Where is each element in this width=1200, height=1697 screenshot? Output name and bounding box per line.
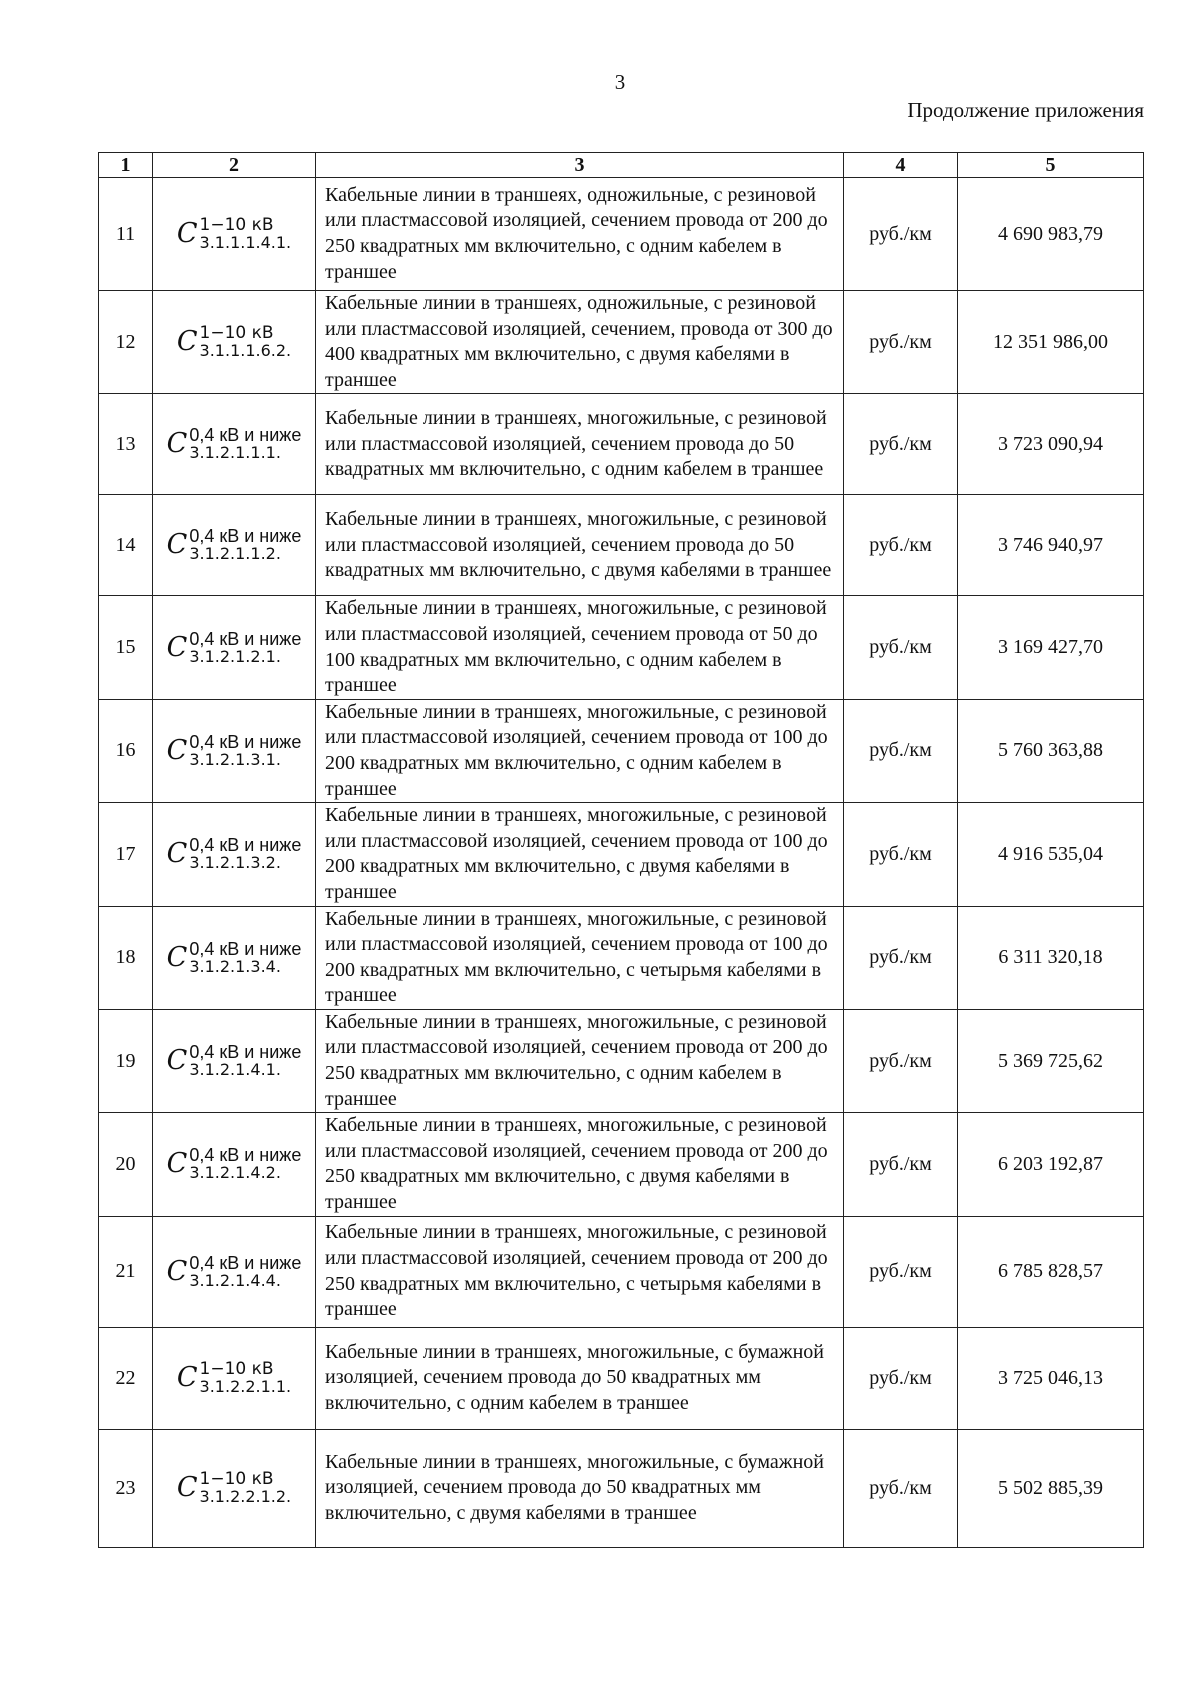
rate-indices — [200, 1471, 292, 1505]
rate-formula — [177, 325, 291, 359]
unit: руб./км — [844, 178, 958, 291]
line-description: Кабельные линии в траншеях, многожильные, с резиновой или пластмассовой изоляцией, сечением провода от 200 до 250 квадратных мм включительно, с четырьмя кабелями в траншее — [316, 1216, 844, 1327]
rate-indices — [200, 325, 292, 359]
column-header: 3 — [316, 153, 844, 178]
table-row — [99, 1429, 1144, 1547]
line-description: Кабельные линии в траншеях, многожильные, с резиновой или пластмассовой изоляцией, сечением провода до 50 квадратных мм включительно, с двумя кабелями в траншее — [316, 495, 844, 596]
voltage-class: 1−10 кВ — [199, 323, 274, 344]
rate-formula — [166, 938, 302, 976]
column-header: 4 — [844, 153, 958, 178]
rate-value: 5 369 725,62 — [958, 1009, 1144, 1112]
table-row — [99, 596, 1144, 699]
rate-indices — [189, 427, 301, 461]
row-number: 22 — [99, 1327, 153, 1429]
rate-indices — [189, 1044, 301, 1078]
rate-index: 3.1.1.1.6.2. — [199, 341, 292, 361]
row-number: 13 — [99, 394, 153, 495]
rate-code — [153, 1429, 316, 1547]
rate-symbol: C — [166, 529, 188, 561]
unit: руб./км — [844, 1327, 958, 1429]
rate-symbol: C — [166, 1148, 188, 1180]
rate-symbol: C — [166, 734, 188, 766]
rate-indices — [189, 837, 301, 871]
unit: руб./км — [844, 1216, 958, 1327]
rate-value: 6 311 320,18 — [958, 906, 1144, 1009]
table-row — [99, 394, 1144, 495]
rate-code — [153, 906, 316, 1009]
rate-value: 3 725 046,13 — [958, 1327, 1144, 1429]
row-number: 19 — [99, 1009, 153, 1112]
voltage-class: 0,4 кВ и ниже — [189, 1145, 302, 1166]
rate-formula — [166, 731, 302, 769]
rate-indices — [189, 938, 302, 976]
row-number: 18 — [99, 906, 153, 1009]
row-number: 12 — [99, 291, 153, 394]
rate-code — [153, 1113, 316, 1216]
voltage-class: 0,4 кВ и ниже — [189, 1252, 302, 1273]
column-header: 2 — [153, 153, 316, 178]
table-row — [99, 178, 1144, 291]
rate-code — [153, 495, 316, 596]
table-row — [99, 1327, 1144, 1429]
voltage-class: 0,4 кВ и ниже — [189, 731, 302, 752]
line-description: Кабельные линии в траншеях, многожильные, с резиновой или пластмассовой изоляцией, сечением провода от 50 до 100 квадратных мм включительно, с одним кабелем в траншее — [316, 596, 844, 699]
tariff-table — [98, 152, 1144, 1548]
page-number: 3 — [614, 70, 626, 94]
line-description: Кабельные линии в траншеях, многожильные, с бумажной изоляцией, сечением провода до 50 квадратных мм включительно, с двумя кабелями в траншее — [316, 1429, 844, 1547]
rate-code — [153, 699, 316, 802]
unit: руб./км — [844, 596, 958, 699]
table-row — [99, 1216, 1144, 1327]
line-description: Кабельные линии в траншеях, одножильные, с резиновой или пластмассовой изоляцией, сечением провода от 200 до 250 квадратных мм включительно, с одним кабелем в траншее — [316, 178, 844, 291]
rate-index: 3.1.2.1.4.1. — [189, 1060, 281, 1080]
table-body — [99, 178, 1144, 1548]
rate-indices — [189, 731, 302, 769]
rate-value: 3 723 090,94 — [958, 394, 1144, 495]
voltage-class: 1−10 кВ — [199, 1469, 274, 1490]
rate-value: 5 502 885,39 — [958, 1429, 1144, 1547]
row-number: 17 — [99, 803, 153, 906]
rate-symbol: C — [166, 838, 188, 870]
unit: руб./км — [844, 906, 958, 1009]
rate-indices — [189, 1147, 301, 1181]
column-header: 5 — [958, 153, 1144, 178]
rate-symbol: C — [166, 941, 188, 973]
rate-value: 6 785 828,57 — [958, 1216, 1144, 1327]
rate-code — [153, 803, 316, 906]
rate-indices — [189, 1252, 302, 1290]
row-number: 15 — [99, 596, 153, 699]
rate-formula — [177, 1471, 291, 1505]
voltage-class: 1−10 кВ — [199, 215, 274, 235]
rate-symbol: C — [166, 1045, 188, 1077]
rate-code — [153, 291, 316, 394]
rate-code — [153, 1009, 316, 1112]
unit: руб./км — [844, 803, 958, 906]
row-number: 14 — [99, 495, 153, 596]
row-number: 23 — [99, 1429, 153, 1547]
rate-code — [153, 178, 316, 291]
unit: руб./км — [844, 495, 958, 596]
table-row — [99, 803, 1144, 906]
rate-value: 4 916 535,04 — [958, 803, 1144, 906]
rate-index: 3.1.2.1.3.4. — [189, 956, 281, 976]
rate-index: 3.1.2.1.4.4. — [189, 1270, 281, 1290]
voltage-class: 0,4 кВ и ниже — [189, 628, 302, 649]
rate-index: 3.1.2.1.1.1. — [189, 443, 281, 463]
voltage-class: 0,4 кВ и ниже — [189, 938, 302, 959]
table-row — [99, 699, 1144, 802]
rate-code — [153, 1327, 316, 1429]
rate-value: 6 203 192,87 — [958, 1113, 1144, 1216]
row-number: 20 — [99, 1113, 153, 1216]
voltage-class: 1−10 кВ — [199, 1359, 274, 1380]
rate-value: 3 746 940,97 — [958, 495, 1144, 596]
line-description: Кабельные линии в траншеях, многожильные, с резиновой или пластмассовой изоляцией, сечением провода до 50 квадратных мм включительно, с одним кабелем в траншее — [316, 394, 844, 495]
rate-value: 5 760 363,88 — [958, 699, 1144, 802]
line-description: Кабельные линии в траншеях, многожильные, с резиновой или пластмассовой изоляцией, сечением провода от 200 до 250 квадратных мм включительно, с двумя кабелями в траншее — [316, 1113, 844, 1216]
unit: руб./км — [844, 699, 958, 802]
rate-code — [153, 1216, 316, 1327]
unit: руб./км — [844, 394, 958, 495]
rate-index: 3.1.2.1.3.2. — [189, 853, 281, 873]
rate-symbol: C — [166, 1255, 188, 1287]
rate-index: 3.1.1.1.4.1. — [199, 233, 292, 252]
table-row — [99, 495, 1144, 596]
rate-formula — [166, 628, 302, 666]
line-description: Кабельные линии в траншеях, многожильные, с бумажной изоляцией, сечением провода до 50 квадратных мм включительно, с одним кабелем в траншее — [316, 1327, 844, 1429]
rate-formula — [167, 837, 302, 871]
rate-value: 3 169 427,70 — [958, 596, 1144, 699]
rate-value: 4 690 983,79 — [958, 178, 1144, 291]
rate-formula — [167, 427, 302, 461]
rate-code — [153, 596, 316, 699]
rate-symbol: C — [166, 428, 188, 460]
rate-symbol: C — [176, 218, 198, 249]
table-row — [99, 1009, 1144, 1112]
unit: руб./км — [844, 291, 958, 394]
line-description: Кабельные линии в траншеях, многожильные, с резиновой или пластмассовой изоляцией, сечением провода от 100 до 200 квадратных мм включительно, с одним кабелем в траншее — [316, 699, 844, 802]
rate-formula — [177, 1361, 291, 1395]
rate-indices — [200, 217, 292, 251]
line-description: Кабельные линии в траншеях, одножильные, с резиновой или пластмассовой изоляцией, сечением, провода от 300 до 400 квадратных мм включительно, с двумя кабелями в траншее — [316, 291, 844, 394]
voltage-class: 0,4 кВ и ниже — [189, 1042, 302, 1063]
voltage-class: 0,4 кВ и ниже — [189, 425, 302, 446]
table-row — [99, 906, 1144, 1009]
continuation-label: Продолжение приложения — [907, 98, 1144, 122]
rate-index: 3.1.2.1.1.2. — [189, 544, 281, 564]
rate-index: 3.1.2.2.1.1. — [199, 1377, 292, 1397]
rate-symbol: C — [166, 631, 188, 663]
rate-symbol: C — [176, 326, 198, 358]
rate-formula — [167, 1147, 302, 1181]
rate-code — [153, 394, 316, 495]
rate-formula — [167, 528, 302, 562]
rate-value: 12 351 986,00 — [958, 291, 1144, 394]
row-number: 16 — [99, 699, 153, 802]
rate-index: 3.1.2.1.3.1. — [189, 749, 281, 769]
rate-formula — [167, 1044, 302, 1078]
rate-indices — [189, 628, 302, 666]
voltage-class: 0,4 кВ и ниже — [189, 835, 302, 856]
unit: руб./км — [844, 1009, 958, 1112]
rate-symbol: C — [176, 1472, 198, 1504]
rate-index: 3.1.2.2.1.2. — [199, 1487, 292, 1507]
line-description: Кабельные линии в траншеях, многожильные, с резиновой или пластмассовой изоляцией, сечением провода от 100 до 200 квадратных мм включительно, с двумя кабелями в траншее — [316, 803, 844, 906]
rate-index: 3.1.2.1.4.2. — [189, 1163, 281, 1183]
table-header-row — [99, 153, 1144, 178]
line-description: Кабельные линии в траншеях, многожильные, с резиновой или пластмассовой изоляцией, сечением провода от 100 до 200 квадратных мм включительно, с четырьмя кабелями в траншее — [316, 906, 844, 1009]
column-header: 1 — [99, 153, 153, 178]
unit: руб./км — [844, 1113, 958, 1216]
unit: руб./км — [844, 1429, 958, 1547]
rate-symbol: C — [176, 1362, 198, 1394]
rate-indices — [189, 528, 301, 562]
table-row — [99, 291, 1144, 394]
line-description: Кабельные линии в траншеях, многожильные, с резиновой или пластмассовой изоляцией, сечением провода от 200 до 250 квадратных мм включительно, с одним кабелем в траншее — [316, 1009, 844, 1112]
row-number: 21 — [99, 1216, 153, 1327]
rate-formula — [166, 1252, 302, 1290]
rate-formula — [177, 217, 291, 251]
row-number: 11 — [99, 178, 153, 291]
rate-indices — [200, 1361, 292, 1395]
table-row — [99, 1113, 1144, 1216]
rate-index: 3.1.2.1.2.1. — [189, 646, 281, 666]
voltage-class: 0,4 кВ и ниже — [189, 526, 302, 547]
